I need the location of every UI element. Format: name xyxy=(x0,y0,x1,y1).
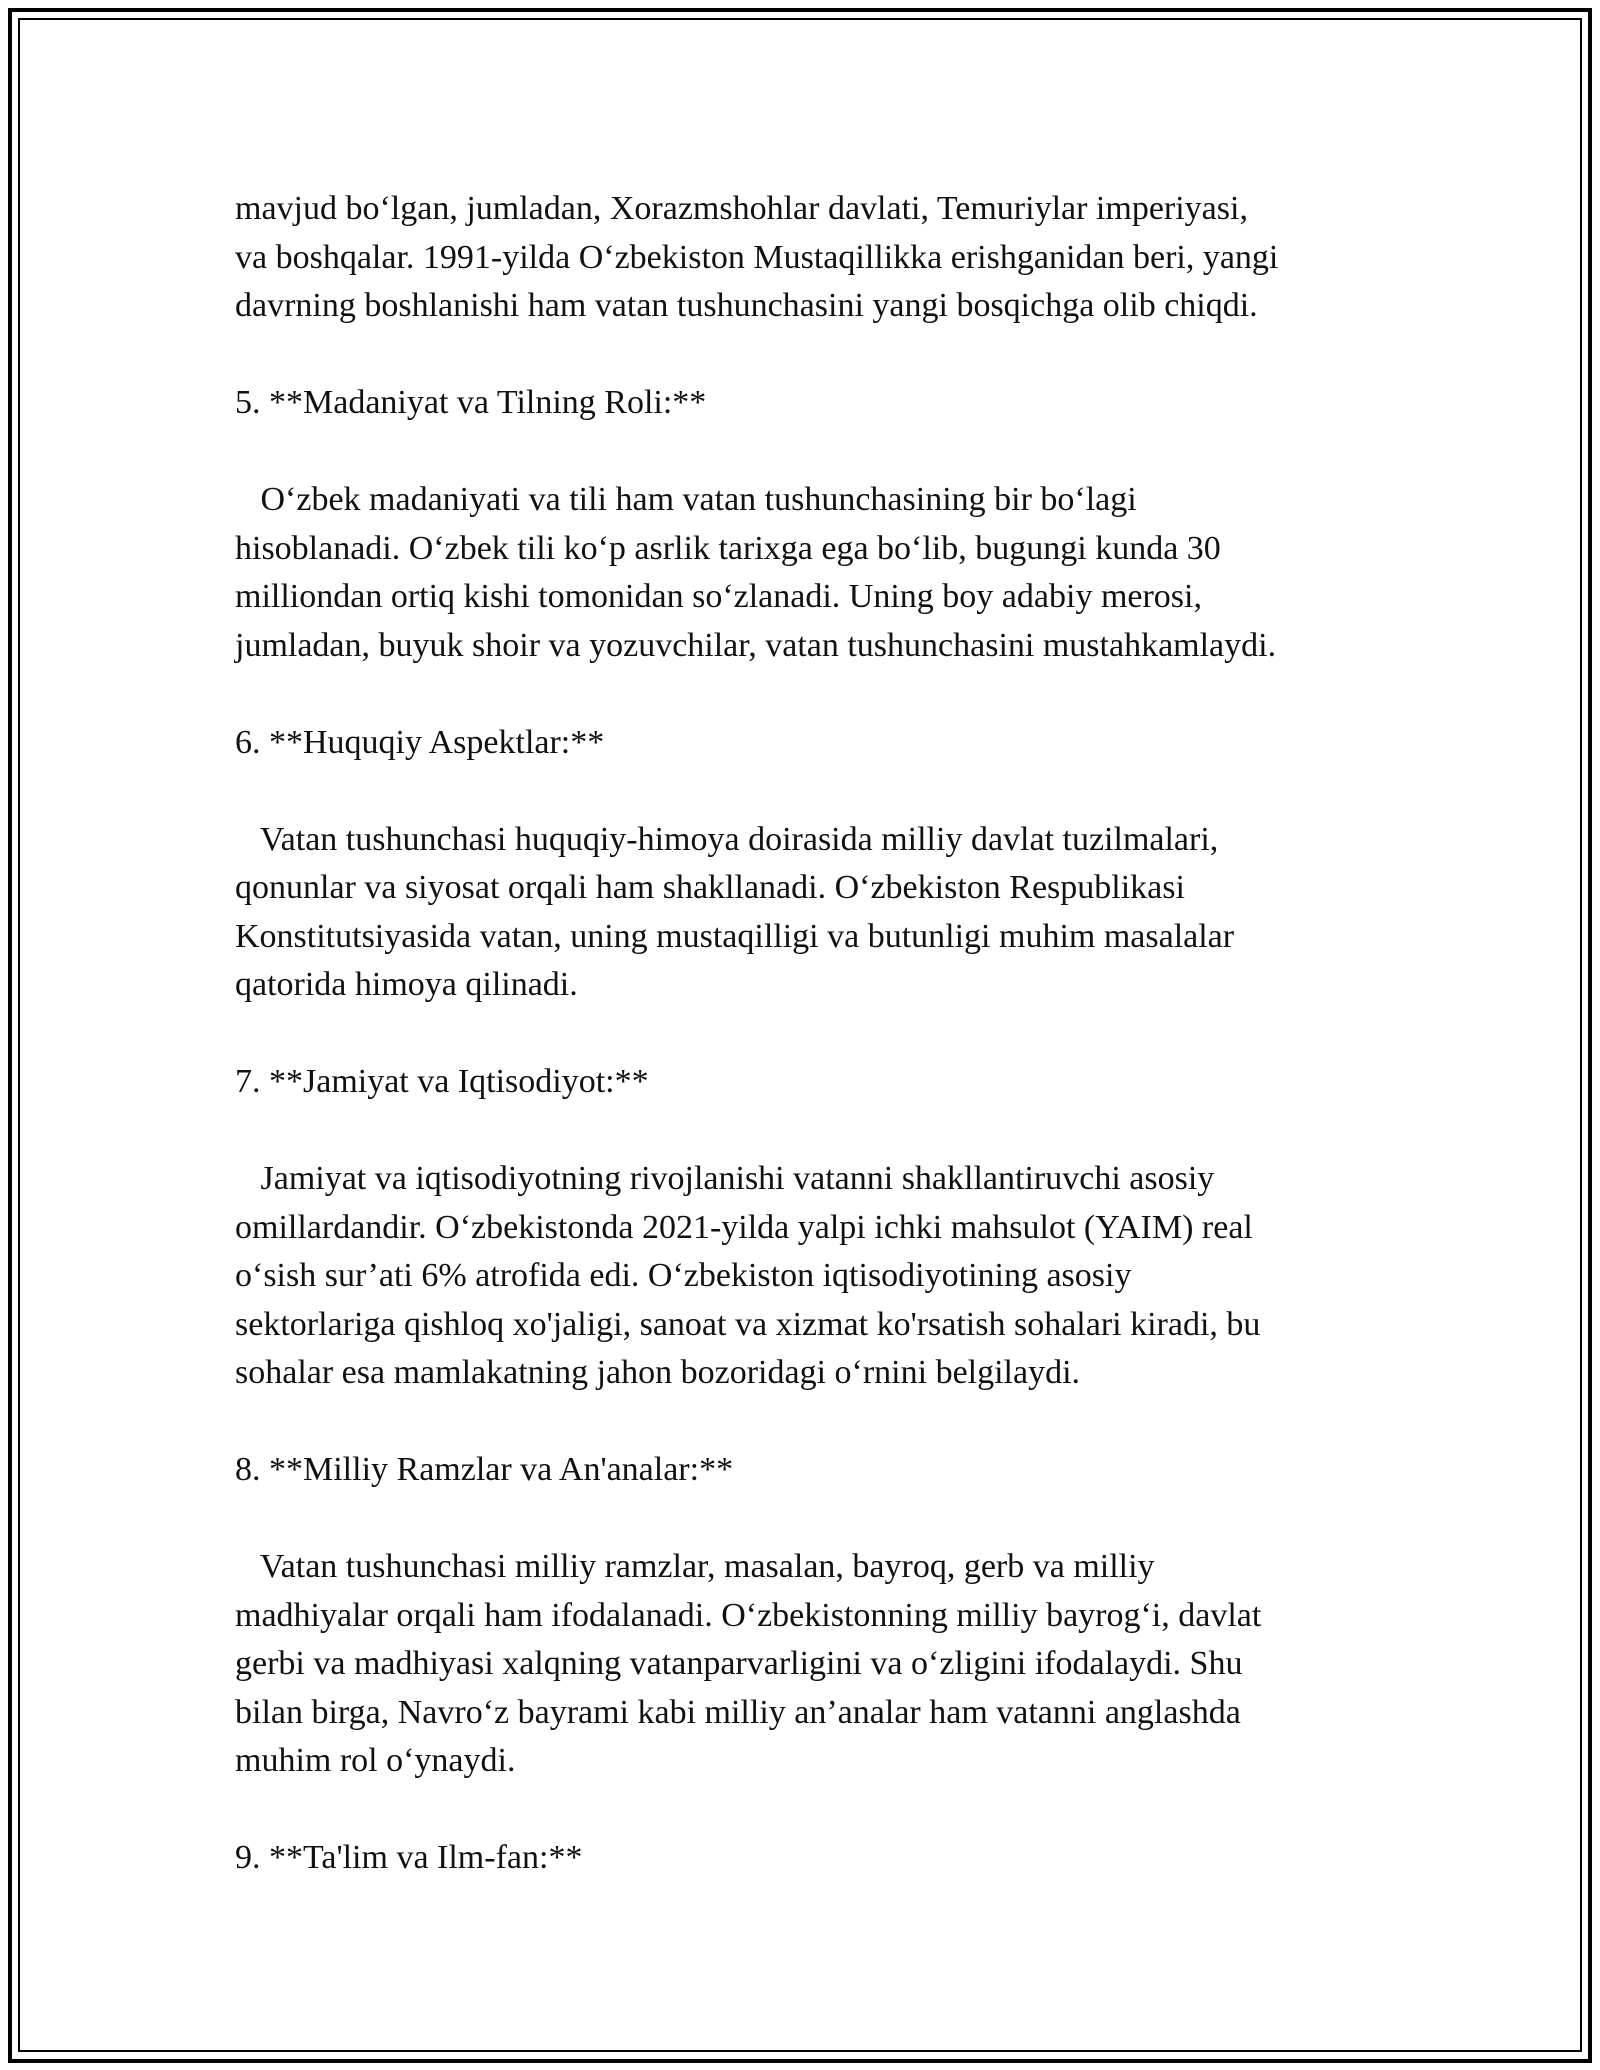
text-line: sohalar esa mamlakatning jahon bozoridagi o‘rnini belgilaydi. xyxy=(235,1354,1081,1391)
section-heading: 8. **Milliy Ramzlar va An'analar:** xyxy=(235,1451,734,1488)
section-heading: 9. **Ta'lim va Ilm-fan:** xyxy=(235,1839,583,1876)
text-line: bilan birga, Navro‘z bayrami kabi milliy an’analar ham vatanni anglashda xyxy=(235,1693,1241,1731)
text-line: hisoblanadi. O‘zbek tili ko‘p asrlik tarixga ega bo‘lib, bugungi kunda 30 xyxy=(235,529,1221,567)
text-line: milliondan ortiq kishi tomonidan so‘zlanadi. Uning boy adabiy merosi, xyxy=(235,578,1202,615)
text-line: davrning boshlanishi ham vatan tushunchasini yangi bosqichga olib chiqdi. xyxy=(235,287,1258,324)
text-line: O‘zbek madaniyati va tili ham vatan tushunchasining bir bo‘lagi xyxy=(235,481,1137,518)
section-paragraph xyxy=(235,1543,1375,1786)
text-line: qatorida himoya qilinadi. xyxy=(235,966,578,1003)
intro-paragraph xyxy=(235,185,1375,331)
section-heading: 7. **Jamiyat va Iqtisodiyot:** xyxy=(235,1063,649,1100)
section-paragraph xyxy=(235,1155,1375,1398)
text-line: madhiyalar orqali ham ifodalanadi. O‘zbekistonning milliy bayrog‘i, davlat xyxy=(235,1596,1262,1634)
text-line: Jamiyat va iqtisodiyotning rivojlanishi vatanni shakllantiruvchi asosiy xyxy=(235,1160,1215,1197)
text-line: qonunlar va siyosat orqali ham shakllanadi. O‘zbekiston Respublikasi xyxy=(235,869,1185,906)
text-line: Konstitutsiyasida vatan, uning mustaqilligi va butunligi muhim masalalar xyxy=(235,917,1235,955)
text-line: omillardandir. O‘zbekistonda 2021-yilda yalpi ichki mahsulot (YAIM) real xyxy=(235,1208,1253,1246)
text-line: mavjud bo‘lgan, jumladan, Xorazmshohlar davlati, Temuriylar imperiyasi, xyxy=(235,190,1248,227)
section-heading: 6. **Huquqiy Aspektlar:** xyxy=(235,723,605,761)
section-paragraph xyxy=(235,476,1375,670)
text-line: va boshqalar. 1991-yilda O‘zbekiston Mustaqillikka erishganidan beri, yangi xyxy=(235,238,1279,276)
section-paragraph xyxy=(235,816,1375,1010)
text-line: o‘sish sur’ati 6% atrofida edi. O‘zbekiston iqtisodiyotining asosiy xyxy=(235,1257,1132,1294)
section-heading: 5. **Madaniyat va Tilning Roli:** xyxy=(235,384,707,421)
text-line: gerbi va madhiyasi xalqning vatanparvarligini va o‘zligini ifodalaydi. Shu xyxy=(235,1645,1243,1682)
text-line: jumladan, buyuk shoir va yozuvchilar, vatan tushunchasini mustahkamlaydi. xyxy=(235,626,1277,664)
document-body xyxy=(235,185,1375,1931)
text-line: Vatan tushunchasi milliy ramzlar, masalan, bayroq, gerb va milliy xyxy=(235,1548,1155,1585)
text-line: sektorlariga qishloq xo'jaligi, sanoat va xizmat ko'rsatish sohalari kiradi, bu xyxy=(235,1305,1261,1343)
text-line: muhim rol o‘ynaydi. xyxy=(235,1742,516,1779)
text-line: Vatan tushunchasi huquqiy-himoya doirasida milliy davlat tuzilmalari, xyxy=(235,820,1219,858)
